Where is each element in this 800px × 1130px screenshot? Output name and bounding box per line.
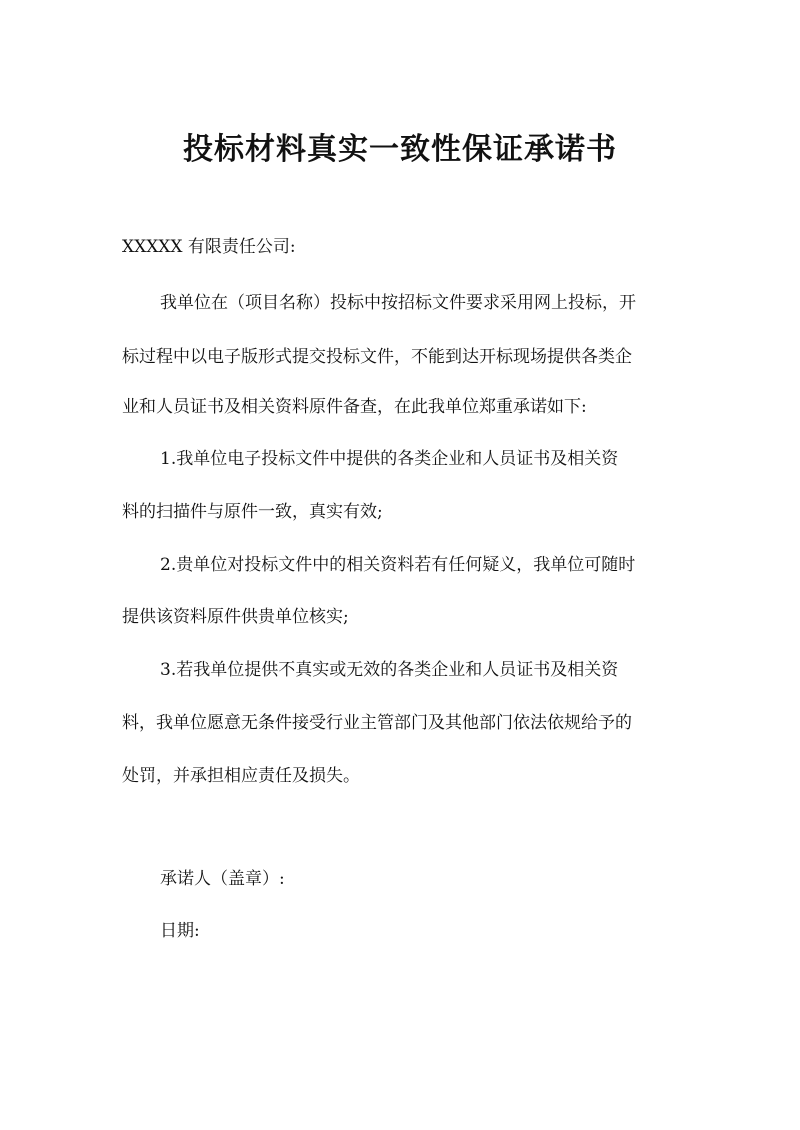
date-label: 日期:	[160, 921, 200, 941]
promisor-seal-label: 承诺人（盖章）:	[160, 869, 285, 889]
item-2-line-2: 提供该资料原件供贵单位核实;	[122, 607, 349, 627]
item-2-line-1: 2.贵单位对投标文件中的相关资料若有任何疑义，我单位可随时	[160, 555, 636, 575]
document-title: 投标材料真实一致性保证承诺书	[183, 132, 617, 167]
item-3-line-1: 3.若我单位提供不真实或无效的各类企业和人员证书及相关资	[160, 660, 619, 680]
paragraph-1-line-1: 我单位在（项目名称）投标中按招标文件要求采用网上投标，开	[160, 293, 636, 313]
item-3-line-3: 处罚，并承担相应责任及损失。	[122, 766, 360, 786]
paragraph-1-line-2: 标过程中以电子版形式提交投标文件，不能到达开标现场提供各类企	[122, 347, 632, 367]
item-1-line-2: 料的扫描件与原件一致，真实有效;	[122, 502, 383, 522]
item-3-line-2: 料，我单位愿意无条件接受行业主管部门及其他部门依法依规给予的	[122, 713, 632, 733]
paragraph-1-line-3: 业和人员证书及相关资料原件备查，在此我单位郑重承诺如下:	[122, 397, 587, 417]
addressee: XXXXX 有限责任公司:	[122, 237, 296, 257]
item-1-line-1: 1.我单位电子投标文件中提供的各类企业和人员证书及相关资	[160, 449, 619, 469]
